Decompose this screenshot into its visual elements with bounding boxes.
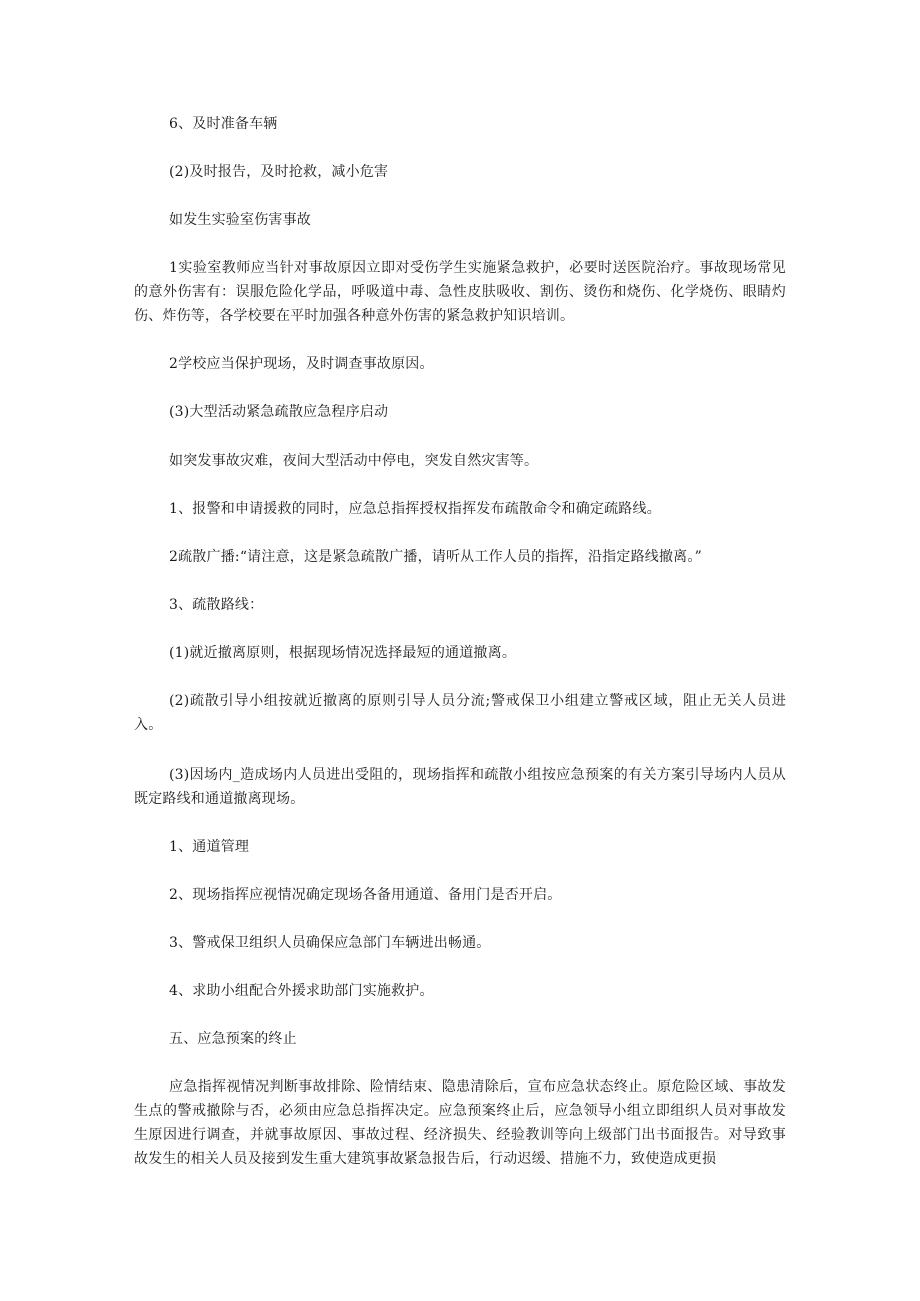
paragraph-large-event-evacuation: (3)大型活动紧急疏散应急程序启动 [169,404,389,420]
paragraph-evacuation-route: 3、疏散路线： [169,597,264,613]
paragraph-termination-details: 应急指挥视情况判断事故排除、险情结束、隐患清除后，宣布应急状态终止。原危险区域、事故发生点的警戒撤除与否，必须由应急总指挥决定。应急预案终止后，应急领导小组立即组织人员对事故发生原因进行调查，并就事故原因、事故过程、经济损失、经验教训等向上级部门出书面报告。对导致事故发生的相关人员及接到发生重大建筑事故紧急报告后，行动迟缓、措施不力，致使造成更损 [134,1079,786,1167]
paragraph-guide-group: (2)疏散引导小组按就近撤离的原则引导人员分流;警戒保卫小组建立警戒区域，阻止无关人员进入。 [134,693,786,733]
paragraph-external-help: 4、求助小组配合外援求助部门实施救护。 [169,983,434,999]
paragraph-lab-teacher-rescue: 1实验室教师应当针对事故原因立即对受伤学生实施紧急救护，必要时送医院治疗。事故现场常见的意外伤害有：误服危险化学品，呼吸道中毒、急性皮肤吸收、割伤、烫伤和烧伤、化学烧伤、眼睛灼伤、炸伤等，各学校要在平时加强各种意外伤害的紧急救护知识培训。 [134,260,786,324]
paragraph-alarm-evacuation-order: 1、报警和申请援救的同时，应急总指挥授权指挥发布疏散命令和确定疏路线。 [169,501,661,517]
paragraph-protect-scene: 2学校应当保护现场，及时调查事故原因。 [169,356,434,372]
paragraph-6-vehicle: 6、及时准备车辆 [169,116,278,132]
paragraph-vehicle-access: 3、警戒保卫组织人员确保应急部门车辆进出畅通。 [169,935,491,951]
paragraph-lab-accident: 如发生实验室伤害事故 [169,212,311,228]
paragraph-evacuation-broadcast: 2疏散广播:“请注意，这是紧急疏散广播，请听从工作人员的指挥，沿指定路线撤离。” [169,549,702,565]
paragraph-passage-management: 1、通道管理 [169,839,250,855]
paragraph-report-rescue: (2)及时报告，及时抢救，减小危害 [169,164,389,180]
paragraph-sudden-disaster: 如突发事故灾难，夜间大型活动中停电，突发自然灾害等。 [169,453,539,469]
paragraph-nearest-exit: (1)就近撤离原则，根据现场情况选择最短的通道撤离。 [169,645,517,661]
paragraph-backup-doors: 2、现场指挥应视情况确定现场各备用通道、备用门是否开启。 [169,887,562,903]
paragraph-blocked-exit: (3)因场内_造成场内人员进出受阻的，现场指挥和疏散小组按应急预案的有关方案引导场内人员从既定路线和通道撤离现场。 [134,767,786,807]
section-heading-termination: 五、应急预案的终止 [169,1031,297,1047]
